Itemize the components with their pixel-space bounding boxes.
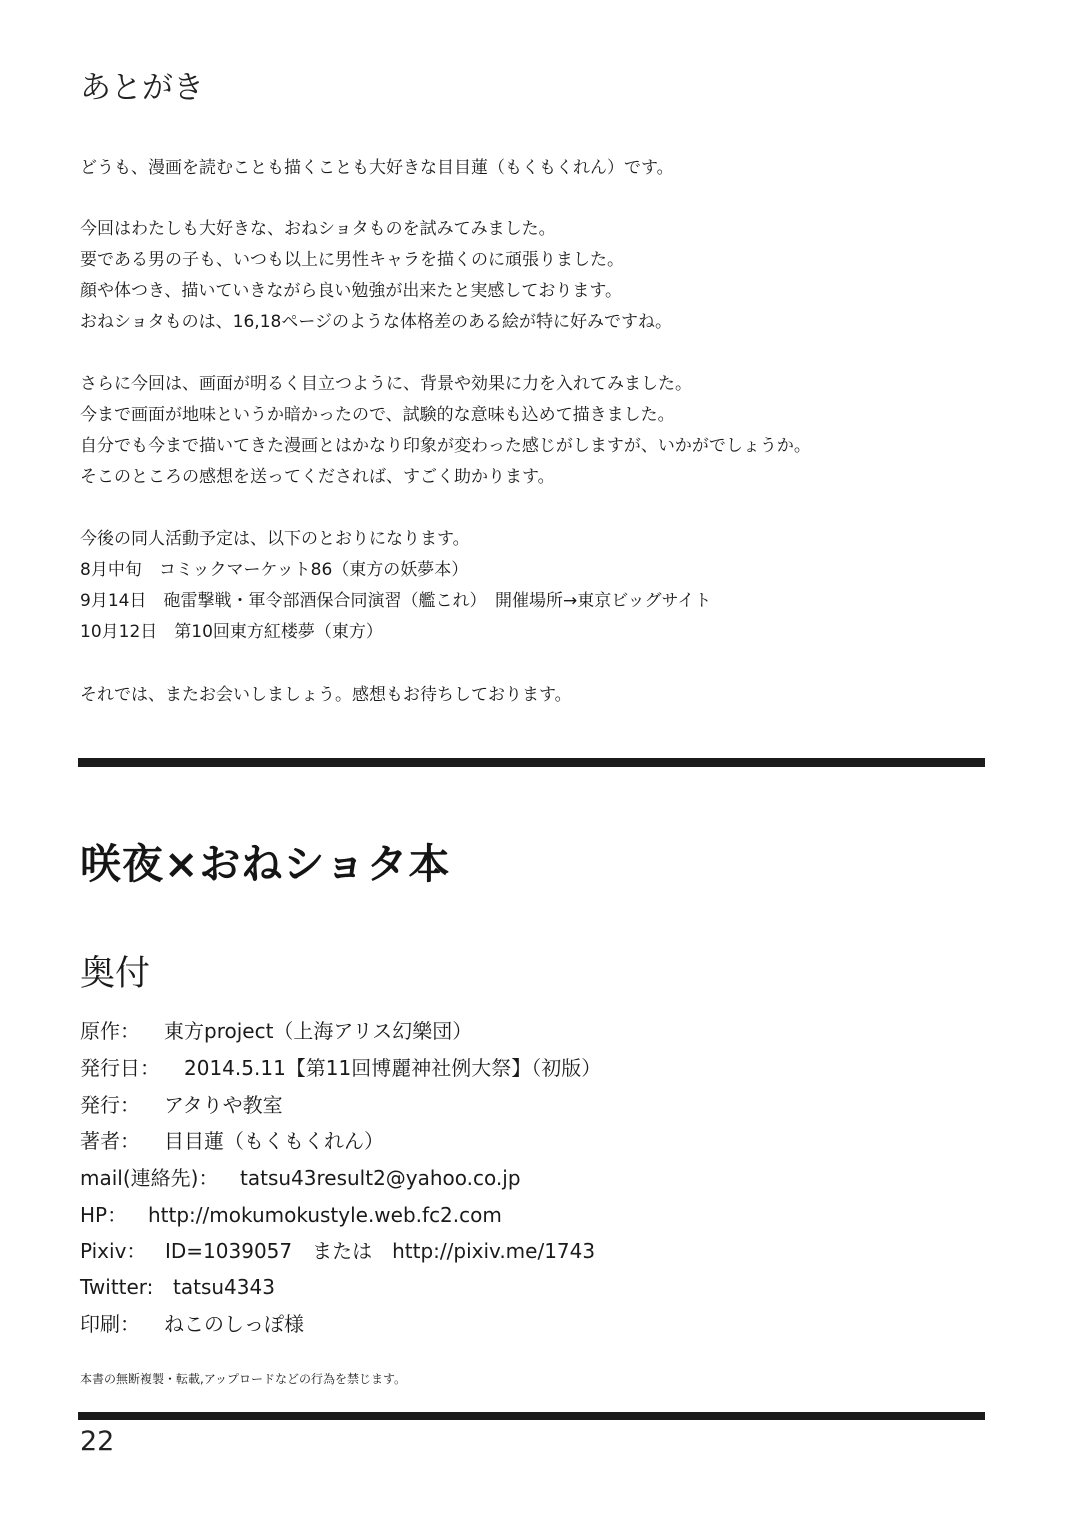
text-line: 要である男の子も、いつも以上に男性キャラを描くのに頑張りました。 — [80, 250, 624, 270]
footer-divider — [78, 1412, 985, 1420]
colophon-value: アタりや教室 — [164, 1093, 283, 1117]
text-line: 顔や体つき、描いていきながら良い勉強が出来たと実感しております。 — [80, 281, 622, 301]
colophon-value: ID=1039057 または http://pixiv.me/1743 — [165, 1239, 596, 1263]
colophon-row-twitter — [80, 1273, 275, 1301]
text-line: どうも、漫画を読むことも描くことも大好きな目目蓮（もくもくれん）です。 — [80, 158, 674, 178]
colophon-value: http://mokumokustyle.web.fc2.com — [148, 1203, 502, 1227]
colophon-value: 東方project（上海アリス幻樂団） — [164, 1019, 473, 1043]
colophon-title: 奥付 — [80, 954, 151, 994]
afterword-paragraph-5 — [80, 680, 572, 711]
colophon-row-pixiv — [80, 1237, 595, 1265]
colophon-label: Pixiv： — [80, 1239, 147, 1263]
text-line: そこのところの感想を送ってくだされば、すごく助かります。 — [80, 467, 555, 487]
book-title: 咲夜×おねショタ本 — [80, 840, 451, 888]
afterword-paragraph-1 — [80, 153, 674, 184]
colophon-row-mail — [80, 1164, 521, 1192]
colophon-label: 著者： — [80, 1129, 140, 1153]
text-line: 8月中旬 コミックマーケット86（東方の妖夢本） — [80, 560, 469, 580]
text-line: 今回はわたしも大好きな、おねショタものを試みてみました。 — [80, 219, 556, 239]
colophon-value: 目目蓮（もくもくれん） — [164, 1129, 384, 1153]
colophon-label: Twitter: — [80, 1275, 154, 1299]
text-line: それでは、またお会いしましょう。感想もお待ちしております。 — [80, 685, 572, 705]
colophon-row-publisher — [80, 1091, 283, 1119]
text-line: 今後の同人活動予定は、以下のとおりになります。 — [80, 529, 470, 549]
colophon-row-homepage — [80, 1201, 502, 1229]
text-line: 10月12日 第10回東方紅楼夢（東方） — [80, 622, 383, 642]
colophon-label: mail(連絡先)： — [80, 1166, 219, 1190]
colophon-label: 印刷： — [80, 1312, 140, 1336]
text-line: 今まで画面が地味というか暗かったので、試験的な意味も込めて描きました。 — [80, 405, 675, 425]
colophon-label: 原作： — [80, 1019, 140, 1043]
page-number: 22 — [80, 1426, 115, 1457]
afterword-paragraph-2 — [80, 214, 672, 338]
text-line: 自分でも今まで描いてきた漫画とはかなり印象が変わった感じがしますが、いかがでしょうか。 — [80, 436, 811, 456]
colophon-label: HP： — [80, 1203, 128, 1227]
section-divider — [78, 758, 985, 767]
colophon-value: ねこのしっぽ様 — [164, 1312, 304, 1336]
copyright-notice: 本書の無断複製・転載,アップロードなどの行為を禁じます。 — [80, 1372, 407, 1386]
text-line: さらに今回は、画面が明るく目立つように、背景や効果に力を入れてみました。 — [80, 374, 692, 394]
colophon-row-printer — [80, 1310, 304, 1338]
text-line: おねショタものは、16,18ページのような体格差のある絵が特に好みですね。 — [80, 312, 672, 332]
colophon-label: 発行日： — [80, 1056, 160, 1080]
colophon-row-publish-date — [80, 1054, 601, 1082]
afterword-paragraph-4 — [80, 524, 711, 648]
colophon-value: tatsu4343 — [173, 1275, 275, 1299]
colophon-label: 発行： — [80, 1093, 140, 1117]
colophon-value: tatsu43result2@yahoo.co.jp — [240, 1166, 521, 1190]
colophon-row-author — [80, 1127, 384, 1155]
colophon-row-original-work — [80, 1017, 472, 1045]
afterword-heading: あとがき — [80, 70, 204, 106]
text-line: 9月14日 砲雷撃戦・軍令部酒保合同演習（艦これ） 開催場所→東京ビッグサイト — [80, 591, 712, 611]
colophon-value: 2014.5.11【第11回博麗神社例大祭】（初版） — [184, 1056, 602, 1080]
afterword-paragraph-3 — [80, 369, 811, 493]
